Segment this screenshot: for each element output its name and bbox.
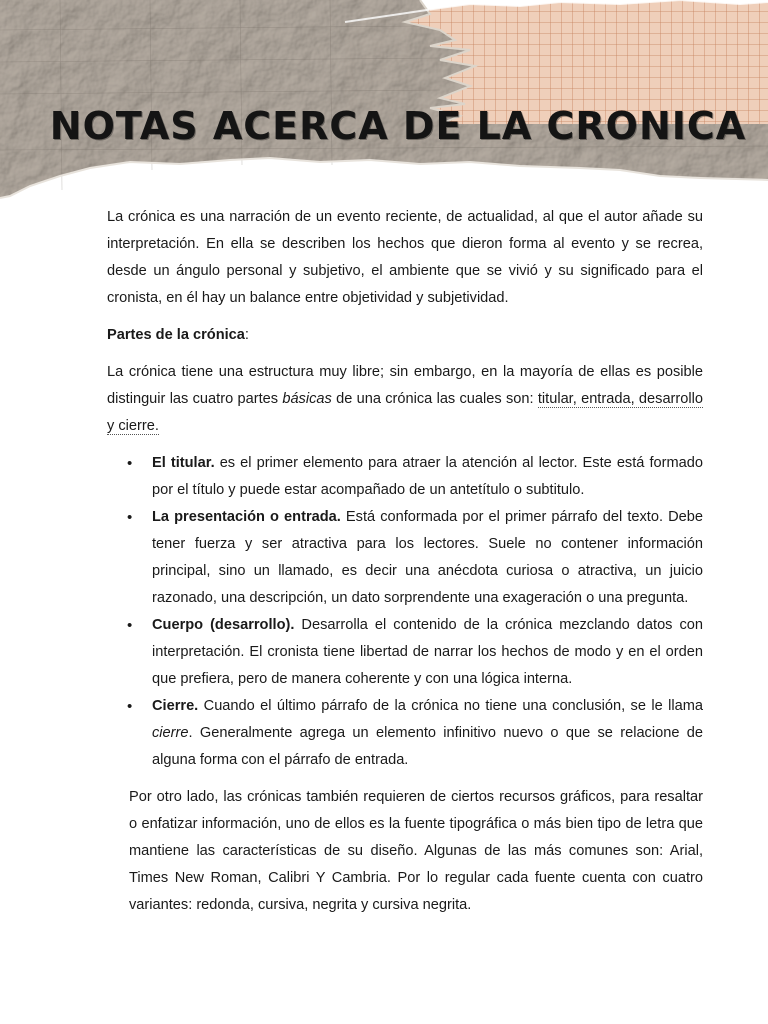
list-item-entrada <box>127 504 704 612</box>
list-item-text: es el primer elemento para atraer la atención al lector. Este está formado por el título y puede estar acompañado de un antetítulo o subtitulo. <box>152 455 703 498</box>
list-item-cierre <box>127 693 703 774</box>
structure-paragraph <box>107 359 703 440</box>
document-body <box>107 204 703 929</box>
parts-heading-colon: : <box>244 327 249 343</box>
intro-paragraph: La crónica es una narración de un evento reciente, de actualidad, al que el autor añade su interpretación. En ella se describen los hechos que dieron forma al evento y se recrea, desde un ángulo personal y subjetivo, el ambiente que se vivió y su significado para el cronista, en él hay un balance entre objetividad y subjetividad. <box>107 209 703 306</box>
list-item-term: Cuerpo (desarrollo). <box>152 617 295 633</box>
list-item-italic: cierre <box>152 725 189 741</box>
parts-heading <box>107 322 703 349</box>
bullet-icon: • <box>127 509 133 526</box>
list-item-text-after: . Generalmente agrega un elemento infinitivo nuevo o que se relacione de alguna forma con el párrafo de entrada. <box>152 725 703 768</box>
list-item-term: El titular. <box>152 455 215 471</box>
list-item-text: Está conformada por el primer párrafo del texto. Debe tener fuerza y ser atractiva para los lectores. Suele no contener información principal, sino un llamado, es decir una anécdota curiosa o atractiva, un juicio razonado, una descripción, un dato sorprendente una exageración o una pregunta. <box>152 509 704 606</box>
bullet-icon: • <box>127 698 133 715</box>
list-item-titular <box>127 450 703 504</box>
closing-paragraph: Por otro lado, las crónicas también requieren de ciertos recursos gráficos, para resaltar o enfatizar información, uno de ellos es la fuente tipográfica o más bien tipo de letra que mantiene las características de su diseño. Algunas de las más comunes son: Arial, Times New Roman, Calibri Y Cambria. Por lo regular cada fuente cuenta con cuatro variantes: redonda, cursiva, negrita y cursiva negrita. <box>129 789 703 913</box>
structure-text-2: de una crónica las cuales son: <box>331 391 538 407</box>
bullet-icon: • <box>127 455 133 472</box>
list-item-term: La presentación o entrada. <box>152 509 341 525</box>
parts-list-inline: titular, entrada, desarrollo y cierre. <box>107 391 703 434</box>
bullet-icon: • <box>127 617 133 634</box>
list-item-text: Desarrolla el contenido de la crónica mezclando datos con interpretación. El cronista tiene libertad de narrar los hechos de modo y en el orden que prefiera, pero de manera coherente y con una lógica interna. <box>152 617 704 687</box>
list-item-desarrollo <box>127 612 704 693</box>
parts-heading-text: Partes de la crónica <box>107 327 245 343</box>
document-title: NOTAS ACERCA DE LA CRONICA <box>49 104 747 148</box>
list-item-term: Cierre. <box>152 698 199 714</box>
parts-list <box>107 450 703 774</box>
structure-italic: básicas <box>282 391 332 407</box>
structure-text-1: La crónica tiene una estructura muy libre; sin embargo, en la mayoría de ellas es posible distinguir las cuatro partes <box>107 364 703 407</box>
list-item-text: Cuando el último párrafo de la crónica no tiene una conclusión, se le llama <box>198 698 703 714</box>
